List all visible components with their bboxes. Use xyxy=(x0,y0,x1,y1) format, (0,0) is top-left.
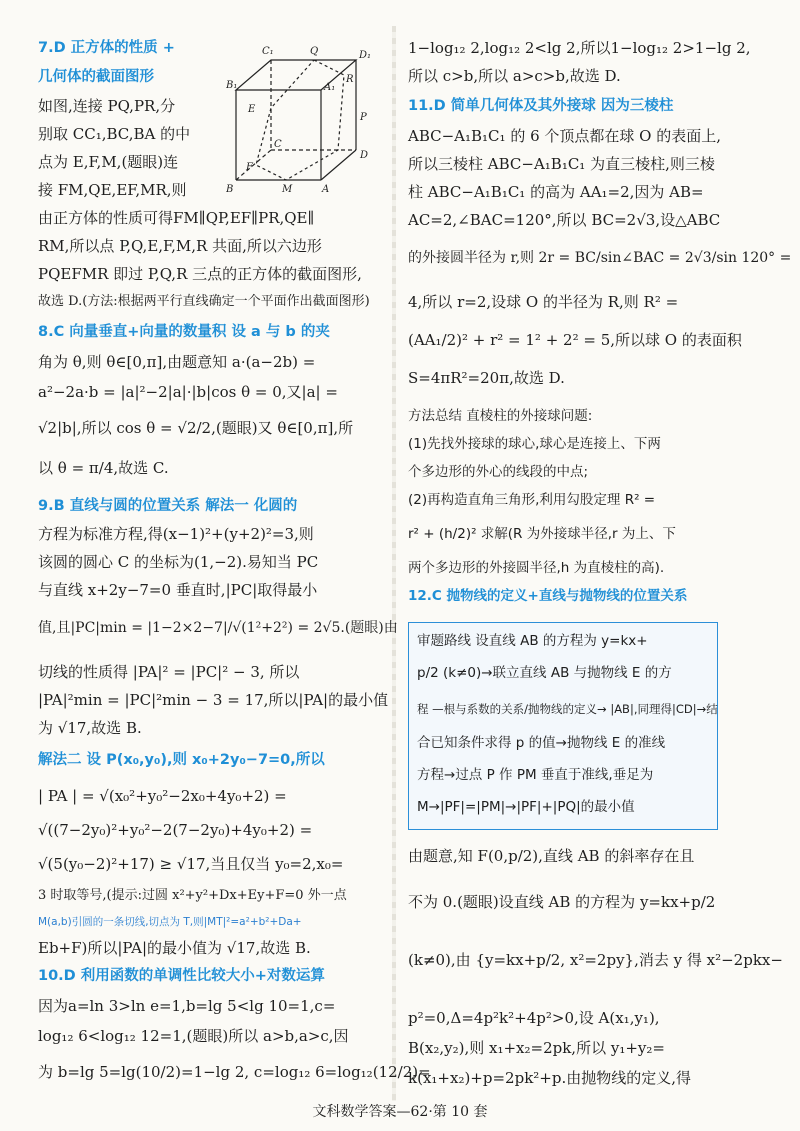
text-line: k(x₁+x₂)+p=2pk²+p.由抛物线的定义,得 xyxy=(408,1069,692,1087)
text-line: (AA₁/2)² + r² = 1² + 2² = 5,所以球 O 的表面积 xyxy=(408,331,742,349)
text-line-note: 故选 D.(方法:根据两平行直线确定一个平面作出截面图形) xyxy=(38,294,370,309)
box-line: 合已知条件求得 p 的值→抛物线 E 的准线 xyxy=(417,735,666,751)
q8-heading: 8.C 向量垂直+向量的数量积 设 a 与 b 的夹 xyxy=(38,324,330,340)
text-line: AC=2,∠BAC=120°,所以 BC=2√3,设△ABC xyxy=(408,211,721,229)
cube-label: R xyxy=(346,74,354,85)
text-line: (2)再构造直角三角形,利用勾股定理 R² = xyxy=(408,492,656,508)
text-line: 值,且|PC|min = |1−2×2−7|/√(1²+2²) = 2√5.(题眼)由 xyxy=(38,620,398,636)
text-line: 4,所以 r=2,设球 O 的半径为 R,则 R² = xyxy=(408,293,679,311)
page-footer: 文科数学答案—62·第 10 套 xyxy=(312,1104,488,1120)
cube-label: Q xyxy=(310,46,319,57)
text-line: 与直线 x+2y−7=0 垂直时,|PC|取得最小 xyxy=(38,581,318,599)
text-line: 别取 CC₁,BC,BA 的中 xyxy=(38,125,191,143)
q9-method-2: 解法二 设 P(x₀,y₀),则 x₀+2y₀−7=0,所以 xyxy=(38,752,325,768)
text-line: Eb+F)所以|PA|的最小值为 √17,故选 B. xyxy=(38,939,311,957)
cube-label: C₁ xyxy=(262,46,274,57)
text-line: 该圆的圆心 C 的坐标为(1,−2).易知当 PC xyxy=(38,553,319,571)
text-line: 如图,连接 PQ,PR,分 xyxy=(38,97,176,115)
section-hexagon xyxy=(256,60,344,180)
q7-heading-1: 7.D 正方体的性质 + xyxy=(38,40,175,56)
text-line: B(x₂,y₂),则 x₁+x₂=2pk,所以 y₁+y₂= xyxy=(408,1039,665,1057)
cube-label: M xyxy=(282,184,293,195)
box-line: 审题路线 设直线 AB 的方程为 y=kx+ xyxy=(417,633,648,649)
text-line: 所以三棱柱 ABC−A₁B₁C₁ 为直三棱柱,则三棱 xyxy=(408,155,715,173)
analysis-route-box xyxy=(408,622,718,830)
text-line: 所以 c>b,所以 a>c>b,故选 D. xyxy=(408,67,621,85)
text-line: 为 b=lg 5=lg(10/2)=1−lg 2, c=log₁₂ 6=log₁₂(12/2)= xyxy=(38,1063,431,1081)
cube-label: D₁ xyxy=(359,50,372,61)
text-line: 接 FM,QE,EF,MR,则 xyxy=(38,181,187,199)
text-line: S=4πR²=20π,故选 D. xyxy=(408,369,565,387)
cube-hidden-edge xyxy=(236,150,271,180)
text-line: 由正方体的性质可得FM∥QP,EF∥PR,QE∥ xyxy=(38,209,315,227)
text-line: √(5(y₀−2)²+17) ≥ √17,当且仅当 y₀=2,x₀= xyxy=(38,855,344,873)
cube-label: A xyxy=(322,184,330,195)
text-line: ABC−A₁B₁C₁ 的 6 个顶点都在球 O 的表面上, xyxy=(408,127,722,145)
text-line: a²−2a·b = |a|²−2|a|·|b|cos θ = 0,又|a| = xyxy=(38,383,338,401)
box-line: p/2 (k≠0)→联立直线 AB 与抛物线 E 的方 xyxy=(417,665,672,681)
text-line: r² + (h/2)² 求解(R 为外接球半径,r 为上、下 xyxy=(408,526,676,542)
q12-heading: 12.C 抛物线的定义+直线与抛物线的位置关系 xyxy=(408,588,688,604)
text-line: 角为 θ,则 θ∈[0,π],由题意知 a·(a−2b) = xyxy=(38,353,316,371)
text-line: 因为a=ln 3>ln e=1,b=lg 5<lg 10=1,c= xyxy=(38,997,336,1015)
cube-label: C xyxy=(274,139,282,150)
box-line: 方程→过点 P 作 PM 垂直于准线,垂足为 xyxy=(417,767,654,783)
text-line: 1−log₁₂ 2,log₁₂ 2<lg 2,所以1−log₁₂ 2>1−lg 2, xyxy=(408,39,751,57)
text-line: 个多边形的外心的线段的中点; xyxy=(408,464,589,480)
cube-label: D xyxy=(360,150,369,161)
text-line: 以 θ = π/4,故选 C. xyxy=(38,459,169,477)
text-line: 方程为标准方程,得(x−1)²+(y+2)²=3,则 xyxy=(38,525,314,543)
box-line: 程 —根与系数的关系/抛物线的定义→ |AB|,同理得|CD|→结 xyxy=(417,702,718,716)
text-line: 不为 0.(题眼)设直线 AB 的方程为 y=kx+p/2 xyxy=(408,893,716,911)
q9-heading: 9.B 直线与圆的位置关系 解法一 化圆的 xyxy=(38,498,298,514)
box-line: M→|PF|=|PM|→|PF|+|PQ|的最小值 xyxy=(417,799,635,815)
cube-label: B₁ xyxy=(226,80,238,91)
text-line: 为 √17,故选 B. xyxy=(38,719,142,737)
text-line: 柱 ABC−A₁B₁C₁ 的高为 AA₁=2,因为 AB= xyxy=(408,183,704,201)
text-line: PQEFMR 即过 P,Q,R 三点的正方体的截面图形, xyxy=(38,265,362,283)
method-summary-title: 方法总结 直棱柱的外接球问题: xyxy=(408,408,593,424)
text-line: √2|b|,所以 cos θ = √2/2,(题眼)又 θ∈[0,π],所 xyxy=(38,419,354,437)
q7-heading-2: 几何体的截面图形 xyxy=(38,69,154,85)
cube-figure xyxy=(226,40,396,200)
text-line: (k≠0),由 {y=kx+p/2, x²=2py},消去 y 得 x²−2pkx− xyxy=(408,951,783,969)
text-line: p²=0,Δ=4p²k²+4p²>0,设 A(x₁,y₁), xyxy=(408,1009,660,1027)
text-line: √((7−2y₀)²+y₀²−2(7−2y₀)+4y₀+2) = xyxy=(38,821,313,839)
cube-label: B xyxy=(226,184,234,195)
cube-top-face xyxy=(236,60,356,90)
cube-edge xyxy=(321,150,356,180)
q11-heading: 11.D 简单几何体及其外接球 因为三棱柱 xyxy=(408,98,674,114)
text-line: RM,所以点 P,Q,E,F,M,R 共面,所以六边形 xyxy=(38,237,322,255)
cube-label: F xyxy=(246,162,253,173)
cube-label: A₁ xyxy=(324,82,336,93)
text-line: | PA | = √(x₀²+y₀²−2x₀+4y₀+2) = xyxy=(38,787,287,805)
text-line: log₁₂ 6<log₁₂ 12=1,(题眼)所以 a>b,a>c,因 xyxy=(38,1027,349,1045)
text-line: 由题意,知 F(0,p/2),直线 AB 的斜率存在且 xyxy=(408,847,695,865)
text-line: 两个多边形的外接圆半径,h 为直棱柱的高). xyxy=(408,560,665,576)
q10-heading: 10.D 利用函数的单调性比较大小+对数运算 xyxy=(38,968,325,984)
text-line: |PA|²min = |PC|²min − 3 = 17,所以|PA|的最小值 xyxy=(38,691,389,709)
text-line-hint: 3 时取等号,(提示:过圆 x²+y²+Dx+Ey+F=0 外一点 xyxy=(38,888,347,903)
text-line: (1)先找外接球的球心,球心是连接上、下两 xyxy=(408,436,661,452)
cube-label: E xyxy=(248,104,256,115)
text-line: 的外接圆半径为 r,则 2r = BC/sin∠BAC = 2√3/sin 120° = xyxy=(408,250,792,266)
cube-label: P xyxy=(360,112,367,123)
text-line: 点为 E,F,M,(题眼)连 xyxy=(38,153,179,171)
text-line: 切线的性质得 |PA|² = |PC|² − 3, 所以 xyxy=(38,663,300,681)
hint-line: M(a,b)引圆的一条切线,切点为 T,则|MT|²=a²+b²+Da+ xyxy=(38,916,302,928)
